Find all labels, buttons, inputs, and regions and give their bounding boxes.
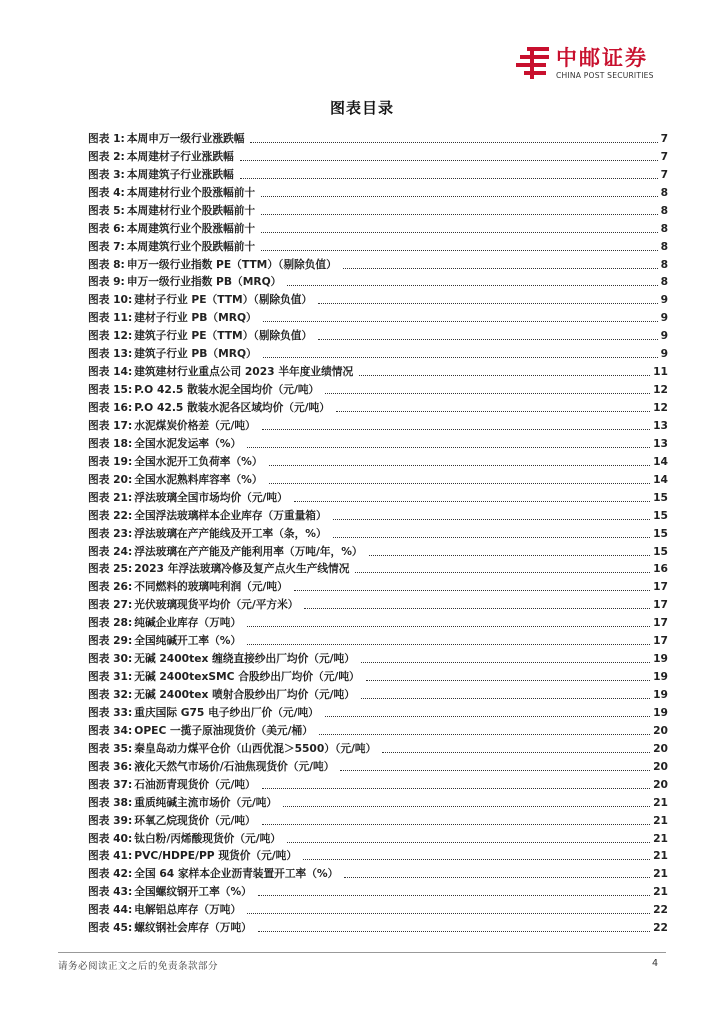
toc-entry-title: 本周申万一级行业涨跌幅 <box>126 131 245 145</box>
toc-entry-label: 图表 31: <box>88 670 133 684</box>
toc-entry-title: 本周建材行业个股跌幅前十 <box>126 203 256 217</box>
toc-leader-dots <box>261 232 657 233</box>
toc-entry-page: 21 <box>653 867 668 881</box>
toc-entry-page: 21 <box>653 813 668 827</box>
toc-leader-dots <box>382 752 650 753</box>
toc-entry-label: 图表 21: <box>88 490 133 504</box>
toc-entry-title: PVC/HDPE/PP 现货价（元/吨） <box>134 849 298 863</box>
toc-entry-page: 12 <box>653 401 668 414</box>
toc-entry-title: 全国纯碱开工率（%） <box>134 634 242 648</box>
toc-entry-title: 浮法玻璃在产产能及产能利用率（万吨/年，%） <box>134 544 363 558</box>
toc-entry-page: 15 <box>653 544 668 558</box>
toc-entry[interactable] <box>88 792 668 810</box>
toc-entry[interactable] <box>88 846 668 864</box>
toc-entry-label: 图表 37: <box>88 777 133 791</box>
toc-entry-page: 9 <box>660 329 668 343</box>
toc-entry[interactable] <box>88 684 668 702</box>
toc-entry-label: 图表 18: <box>88 436 133 450</box>
toc-leader-dots <box>261 250 657 251</box>
toc-leader-dots <box>283 806 650 807</box>
toc-entry-title: 本周建筑子行业涨跌幅 <box>126 167 234 181</box>
toc-entry-title: 重质纯碱主流市场价（元/吨） <box>134 795 278 809</box>
toc-entry-label: 图表 35: <box>88 741 133 755</box>
toc-entry-title: 建材子行业 PB（MRQ） <box>134 311 257 325</box>
toc-entry[interactable] <box>88 899 668 917</box>
toc-entry[interactable] <box>88 523 668 541</box>
toc-entry[interactable] <box>88 469 668 487</box>
toc-entry-title: 重庆国际 G75 电子纱出厂价（元/吨） <box>134 705 319 719</box>
footer-page-number: 4 <box>651 958 658 969</box>
toc-entry[interactable] <box>88 810 668 828</box>
toc-entry-label: 图表 26: <box>88 580 133 594</box>
page-title: 图表目录 <box>329 99 394 117</box>
toc-entry-page: 8 <box>660 221 668 235</box>
toc-entry-title: 全国螺纹钢开工率（%） <box>134 885 252 899</box>
toc-leader-dots <box>269 483 651 484</box>
toc-entry-page: 19 <box>653 688 668 701</box>
toc-entry-title: 申万一级行业指数 PE（TTM）（剔除负值） <box>126 257 337 271</box>
toc-entry-label: 图表 3: <box>88 167 125 181</box>
toc-entry-label: 图表 12: <box>88 329 133 343</box>
toc-leader-dots <box>263 357 658 358</box>
toc-leader-dots <box>287 285 657 286</box>
toc-leader-dots <box>303 859 650 860</box>
toc-entry-label: 图表 33: <box>88 705 133 719</box>
toc-entry[interactable] <box>88 720 668 738</box>
toc-entry-page: 20 <box>653 759 668 773</box>
toc-entry[interactable] <box>88 200 668 218</box>
toc-entry-label: 图表 38: <box>88 795 133 809</box>
toc-entry-page: 21 <box>653 795 668 809</box>
toc-entry-title: P.O 42.5 散装水泥各区域均价（元/吨） <box>134 401 330 414</box>
toc-leader-dots <box>247 644 650 645</box>
toc-entry-label: 图表 43: <box>88 885 133 899</box>
toc-entry-label: 图表 16: <box>88 401 133 414</box>
toc-entry-title: 螺纹钢社会库存（万吨） <box>134 921 252 935</box>
toc-entry-page: 7 <box>660 131 668 145</box>
toc-entry[interactable] <box>88 182 668 200</box>
toc-entry-label: 图表 14: <box>88 365 133 379</box>
toc-entry[interactable] <box>88 236 668 254</box>
toc-leader-dots <box>318 339 657 340</box>
toc-entry-title: 秦皇岛动力煤平仓价（山西优混＞5500）（元/吨） <box>134 741 377 755</box>
toc-entry-title: 本周建材子行业涨跌幅 <box>126 149 234 163</box>
toc-entry[interactable] <box>88 774 668 792</box>
toc-entry[interactable] <box>88 630 668 648</box>
toc-entry-page: 8 <box>660 275 668 289</box>
toc-leader-dots <box>247 913 650 914</box>
toc-leader-dots <box>258 895 650 896</box>
toc-entry[interactable] <box>88 505 668 523</box>
toc-entry[interactable] <box>88 666 668 684</box>
toc-leader-dots <box>333 519 650 520</box>
toc-entry-page: 17 <box>653 634 668 648</box>
toc-entry-page: 21 <box>653 849 668 863</box>
toc-entry-label: 图表 9: <box>88 275 125 289</box>
toc-entry-label: 图表 7: <box>88 239 125 253</box>
toc-entry-label: 图表 23: <box>88 526 133 540</box>
toc-entry-page: 22 <box>653 921 668 935</box>
toc-entry-label: 图表 19: <box>88 454 133 468</box>
toc-entry[interactable] <box>88 576 668 594</box>
brand-name-en: CHINA POST SECURITIES <box>556 70 654 80</box>
toc-entry-label: 图表 2: <box>88 149 125 163</box>
toc-entry[interactable] <box>88 272 668 290</box>
toc-leader-dots <box>294 501 650 502</box>
toc-entry-page: 13 <box>653 418 668 432</box>
brand-name-cn: 中邮证券 <box>556 45 648 70</box>
toc-leader-dots <box>359 375 650 376</box>
toc-entry-page: 13 <box>653 436 668 450</box>
toc-entry[interactable] <box>88 917 668 935</box>
toc-entry[interactable] <box>88 451 668 469</box>
toc-entry-label: 图表 34: <box>88 723 133 737</box>
toc-entry-label: 图表 30: <box>88 652 133 666</box>
toc-leader-dots <box>294 590 650 591</box>
toc-entry[interactable] <box>88 325 668 343</box>
toc-entry-page: 14 <box>653 454 668 468</box>
toc-entry-title: 浮法玻璃在产产能线及开工率（条，%） <box>134 526 327 540</box>
toc-entry-title: 无碱 2400texSMC 合股纱出厂均价（元/吨） <box>134 670 360 684</box>
toc-leader-dots <box>247 447 650 448</box>
toc-entry-page: 14 <box>653 472 668 486</box>
toc-entry-title: 环氧乙烷现货价（元/吨） <box>134 813 256 827</box>
toc-entry-label: 图表 10: <box>88 293 133 307</box>
toc-entry[interactable] <box>88 397 668 415</box>
toc-leader-dots <box>336 411 650 412</box>
toc-leader-dots <box>325 716 650 717</box>
toc-leader-dots <box>240 160 658 161</box>
toc-entry[interactable] <box>88 415 668 433</box>
toc-leader-dots <box>366 680 650 681</box>
toc-entry-page: 16 <box>653 562 668 576</box>
toc-leader-dots <box>262 824 650 825</box>
toc-entry-title: 建筑子行业 PB（MRQ） <box>134 347 257 361</box>
toc-entry-page: 8 <box>660 185 668 199</box>
toc-leader-dots <box>261 214 657 215</box>
toc-entry[interactable] <box>88 756 668 774</box>
toc-entry-page: 22 <box>653 903 668 917</box>
toc-entry[interactable] <box>88 128 668 146</box>
toc-entry[interactable] <box>88 559 668 577</box>
toc-leader-dots <box>318 303 657 304</box>
toc-entry[interactable] <box>88 164 668 182</box>
toc-entry-title: 本周建材行业个股涨幅前十 <box>126 185 256 199</box>
toc-entry[interactable] <box>88 433 668 451</box>
toc-entry[interactable] <box>88 702 668 720</box>
toc-entry-page: 19 <box>653 652 668 666</box>
toc-entry-label: 图表 24: <box>88 544 133 558</box>
toc-entry[interactable] <box>88 648 668 666</box>
toc-entry-page: 21 <box>653 885 668 899</box>
toc-entry[interactable] <box>88 594 668 612</box>
toc-entry-page: 7 <box>660 167 668 181</box>
toc-leader-dots <box>250 142 657 143</box>
toc-leader-dots <box>355 572 650 573</box>
toc-leader-dots <box>304 608 650 609</box>
toc-entry[interactable] <box>88 738 668 756</box>
toc-entry-title: 浮法玻璃全国市场均价（元/吨） <box>134 490 288 504</box>
toc-leader-dots <box>340 770 650 771</box>
toc-entry-title: 石油沥青现货价（元/吨） <box>134 777 256 791</box>
toc-entry-page: 15 <box>653 490 668 504</box>
toc-entry-label: 图表 22: <box>88 508 133 522</box>
toc-leader-dots <box>325 393 650 394</box>
toc-leader-dots <box>247 626 650 627</box>
toc-entry-title: 全国水泥开工负荷率（%） <box>134 454 263 468</box>
toc-entry-label: 图表 11: <box>88 311 133 325</box>
toc-entry-label: 图表 45: <box>88 921 133 935</box>
toc-entry-label: 图表 44: <box>88 903 133 917</box>
toc-entry-label: 图表 6: <box>88 221 125 235</box>
toc-entry[interactable] <box>88 487 668 505</box>
toc-entry-title: 建筑建材行业重点公司 2023 半年度业绩情况 <box>134 365 354 379</box>
toc-entry-label: 图表 27: <box>88 598 133 612</box>
toc-entry[interactable] <box>88 289 668 307</box>
toc-entry[interactable] <box>88 343 668 361</box>
toc-entry-label: 图表 32: <box>88 688 133 701</box>
toc-entry-title: 不同燃料的玻璃吨利润（元/吨） <box>134 580 288 594</box>
toc-entry-title: 钛白粉/丙烯酸现货价（元/吨） <box>134 831 281 845</box>
toc-entry-page: 8 <box>660 239 668 253</box>
toc-entry-title: 全国 64 家样本企业沥青装置开工率（%） <box>134 867 339 881</box>
toc-leader-dots <box>287 842 650 843</box>
toc-entry-page: 17 <box>653 580 668 594</box>
toc-entry[interactable] <box>88 828 668 846</box>
toc-entry-page: 20 <box>653 777 668 791</box>
toc-entry-page: 15 <box>653 526 668 540</box>
toc-entry-page: 8 <box>660 203 668 217</box>
toc-entry-label: 图表 20: <box>88 472 133 486</box>
toc-leader-dots <box>361 662 650 663</box>
toc-entry[interactable] <box>88 881 668 899</box>
toc-entry-page: 9 <box>660 293 668 307</box>
toc-entry[interactable] <box>88 307 668 325</box>
toc-leader-dots <box>333 537 650 538</box>
toc-entry-title: 水泥煤炭价格差（元/吨） <box>134 418 256 432</box>
toc-entry-title: 全国浮法玻璃样本企业库存（万重量箱） <box>134 508 327 522</box>
toc-leader-dots <box>361 698 650 699</box>
toc-entry-title: 全国水泥熟料库容率（%） <box>134 472 263 486</box>
toc-entry[interactable] <box>88 146 668 164</box>
toc-entry-label: 图表 8: <box>88 257 125 271</box>
toc-entry[interactable] <box>88 254 668 272</box>
toc-entry-label: 图表 29: <box>88 634 133 648</box>
toc-entry-title: 液化天然气市场价/石油焦现货价（元/吨） <box>134 759 335 773</box>
toc-entry[interactable] <box>88 612 668 630</box>
toc-entry-title: P.O 42.5 散装水泥全国均价（元/吨） <box>134 383 320 397</box>
toc-entry-label: 图表 15: <box>88 383 133 397</box>
toc-leader-dots <box>369 555 651 556</box>
toc-entry[interactable] <box>88 379 668 397</box>
toc-leader-dots <box>319 734 650 735</box>
toc-entry[interactable] <box>88 218 668 236</box>
toc-list <box>88 128 668 935</box>
toc-entry-page: 19 <box>653 670 668 684</box>
toc-entry-title: 2023 年浮法玻璃冷修及复产点火生产线情况 <box>134 562 350 576</box>
toc-entry-title: 无碱 2400tex 喷射合股纱出厂均价（元/吨） <box>134 688 355 701</box>
toc-leader-dots <box>262 429 650 430</box>
toc-entry-page: 15 <box>653 508 668 522</box>
toc-entry-title: 本周建筑行业个股跌幅前十 <box>126 239 256 253</box>
toc-entry-title: 建筑子行业 PE（TTM）（剔除负值） <box>134 329 313 343</box>
toc-entry-page: 9 <box>660 347 668 361</box>
toc-entry-title: 电解铝总库存（万吨） <box>134 903 242 917</box>
toc-entry-page: 7 <box>660 149 668 163</box>
footer-disclaimer: 请务必阅读正文之后的免责条款部分 <box>58 961 219 972</box>
toc-entry[interactable] <box>88 863 668 881</box>
toc-entry-page: 17 <box>653 616 668 630</box>
toc-entry-title: 本周建筑行业个股涨幅前十 <box>126 221 256 235</box>
toc-entry-title: 建材子行业 PE（TTM）（剔除负值） <box>134 293 313 307</box>
toc-entry-label: 图表 41: <box>88 849 133 863</box>
toc-entry-label: 图表 28: <box>88 616 133 630</box>
toc-entry-page: 20 <box>653 723 668 737</box>
toc-entry-title: 光伏玻璃现货平均价（元/平方米） <box>134 598 299 612</box>
toc-leader-dots <box>344 877 650 878</box>
toc-entry-page: 8 <box>660 257 668 271</box>
toc-entry-title: OPEC 一揽子原油现货价（美元/桶） <box>134 723 313 737</box>
toc-leader-dots <box>240 178 658 179</box>
toc-entry-title: 申万一级行业指数 PB（MRQ） <box>126 275 282 289</box>
toc-entry-page: 11 <box>653 365 668 379</box>
toc-entry-label: 图表 13: <box>88 347 133 361</box>
toc-leader-dots <box>263 321 658 322</box>
toc-leader-dots <box>343 268 658 269</box>
toc-entry-page: 21 <box>653 831 668 845</box>
toc-entry-label: 图表 4: <box>88 185 125 199</box>
toc-entry-label: 图表 36: <box>88 759 133 773</box>
toc-entry-page: 17 <box>653 598 668 612</box>
toc-entry-label: 图表 42: <box>88 867 133 881</box>
toc-entry-page: 19 <box>653 705 668 719</box>
toc-leader-dots <box>261 196 657 197</box>
toc-entry-label: 图表 1: <box>88 131 125 145</box>
toc-leader-dots <box>269 465 651 466</box>
toc-entry-page: 9 <box>660 311 668 325</box>
toc-entry-page: 20 <box>653 741 668 755</box>
toc-entry-label: 图表 25: <box>88 562 133 576</box>
toc-entry[interactable] <box>88 361 668 379</box>
toc-entry-page: 12 <box>653 383 668 397</box>
toc-leader-dots <box>262 788 650 789</box>
toc-entry-title: 纯碱企业库存（万吨） <box>134 616 242 630</box>
toc-entry-label: 图表 17: <box>88 418 133 432</box>
toc-entry-title: 全国水泥发运率（%） <box>134 436 242 450</box>
brand-logo <box>514 45 654 81</box>
china-post-logo-icon <box>514 45 550 81</box>
toc-entry-title: 无碱 2400tex 缠绕直接纱出厂均价（元/吨） <box>134 652 355 666</box>
toc-entry[interactable] <box>88 541 668 559</box>
footer-divider <box>58 952 666 953</box>
toc-entry-label: 图表 5: <box>88 203 125 217</box>
toc-entry-label: 图表 39: <box>88 813 133 827</box>
toc-leader-dots <box>258 931 650 932</box>
toc-entry-label: 图表 40: <box>88 831 133 845</box>
